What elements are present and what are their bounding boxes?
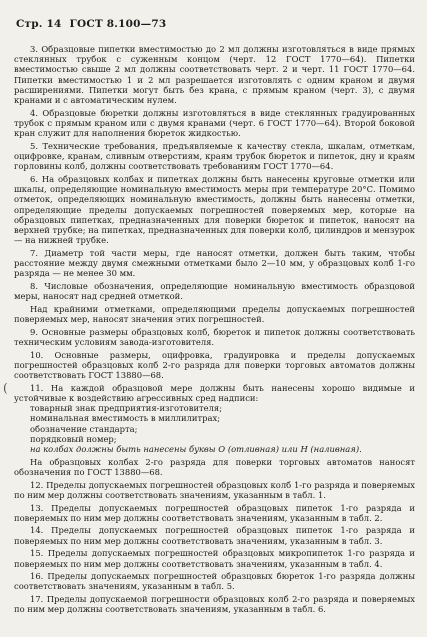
paragraph-8-continued: Над крайними отметками, определяющими пределы допускаемых погрешностей поверяемых мер, наносят значения этих погрешностей.: [14, 303, 415, 325]
paragraph-13: 13. Пределы допускаемых погрешностей образцовых пипеток 1-го разряда и поверяемых по ним мер должны соответствовать значениям, указанным в табл. 2.: [14, 502, 415, 523]
page-label: Стр. 14: [16, 18, 62, 30]
paragraph-11-continued: На образцовых колбах 2-го разряда для поверки торговых автоматов наносят обозначения по ГОСТ 13880—68.: [14, 456, 415, 477]
paragraph-3: 3. Образцовые пипетки вместимостью до 2 мл должны изготовляться в виде прямых стеклянных трубок с суженным концом (черт. 12 ГОСТ 1770—64). Пипетки вместимостью свыше 2 мл должны соответствовать черт. 2 и черт. 11 ГОСТ 1770—64. Пипетки вместимостью 1 и 2 мл разрешается изготовлять с одним краном и двумя расширениями. Пипетки могут быть без крана, с прямым краном (черт. 3), с двумя кранами и с автоматическим нулем.: [14, 44, 415, 106]
paragraph-16: 16. Пределы допускаемых погрешностей образцовых бюреток 1-го разряда должны соответствовать значениям, указанным в табл. 5.: [14, 571, 415, 592]
list-item: на колбах должны быть нанесены буквы О (отливная) или Н (наливная).: [30, 444, 362, 455]
list-item: номинальная вместимость в миллилитрах;: [30, 413, 221, 424]
list-item: обозначение стандарта;: [30, 423, 138, 434]
paragraph-11: 11. На каждой образцовой мере должны быть нанесены хорошо видимые и устойчивые к воздействию агрессивных сред надписи:: [14, 382, 415, 403]
paragraph-15: 15. Пределы допускаемых погрешностей образцовых микропипеток 1-го разряда и поверяемых по ним мер должны соответствовать значениям, указанным в табл. 4.: [14, 548, 415, 569]
paragraph-6: 6. На образцовых колбах и пипетках должны быть нанесены круговые отметки или шкалы, определяющие номинальную вместимость меры при температуре 20°С. Помимо отметок, определяющих номинальную вместимость, должны быть нанесены отметки, определяющие пределы допускаемых погрешностей поверяемых мер, которые на образцовых пипетках, предназначенных для поверки бюреток и пипеток, наносят на верхней трубке; на пипетках, предназначенных для поверки колб, цилиндров и мензурок — на нижней трубке.: [14, 173, 415, 246]
paragraph-5: 5. Технические требования, предъявляемые к качеству стекла, шкалам, отметкам, оцифровке, кранам, сливным отверстиям, краям трубок бюреток и пипеток, дну и краям горловины колб, должны соответствовать требованиям ГОСТ 1770—64.: [14, 140, 415, 172]
margin-mark: (: [3, 381, 8, 395]
paragraph-17: 17. Пределы допускаемой погрешности образцовых колб 2-го разряда и поверяемых по ним мер должны соответствовать значениям, указанным в табл. 6.: [14, 594, 415, 615]
page-header: [16, 18, 166, 30]
paragraph-9: 9. Основные размеры образцовых колб, бюреток и пипеток должны соответствовать техническим условиям завода-изготовителя.: [14, 326, 415, 347]
paragraph-10: 10. Основные размеры, оцифровка, градуировка и пределы допускаемых погрешностей образцовых колб 2-го разряда для поверки торговых автоматов должны соответствовать ГОСТ 13880—68.: [14, 349, 415, 381]
paragraph-8: 8. Числовые обозначения, определяющие номинальную вместимость образцовой меры, наносят над средней отметкой.: [14, 280, 415, 302]
list-item: товарный знак предприятия-изготовителя;: [30, 403, 223, 414]
document-body: [14, 44, 415, 615]
paragraph-14: 14. Пределы допускаемых погрешностей образцовых пипеток 1-го разряда и поверяемых по ним мер должны соответствовать значениям, указанным в табл. 3.: [14, 525, 415, 546]
paragraph-12: 12. Пределы допускаемых погрешностей образцовых колб 1-го разряда и поверяемых по ним мер должны соответствовать значениям, указанным в табл. 1.: [14, 479, 415, 500]
paragraph-4: 4. Образцовые бюретки должны изготовляться в виде стеклянных градуированных трубок с прямым краном или с двумя кранами (черт. 6 ГОСТ 1770—64). Второй боковой кран служит для наполнения бюреток жидкостью.: [14, 107, 415, 139]
list-item: порядковый номер;: [30, 433, 117, 444]
document-code: ГОСТ 8.100—73: [69, 18, 167, 30]
paragraph-7: 7. Диаметр той части меры, где наносят отметки, должен быть таким, чтобы расстояние между двумя смежными отметками было 2—10 мм, у образцовых колб 1-го разряда — не менее 30 мм.: [14, 247, 415, 279]
